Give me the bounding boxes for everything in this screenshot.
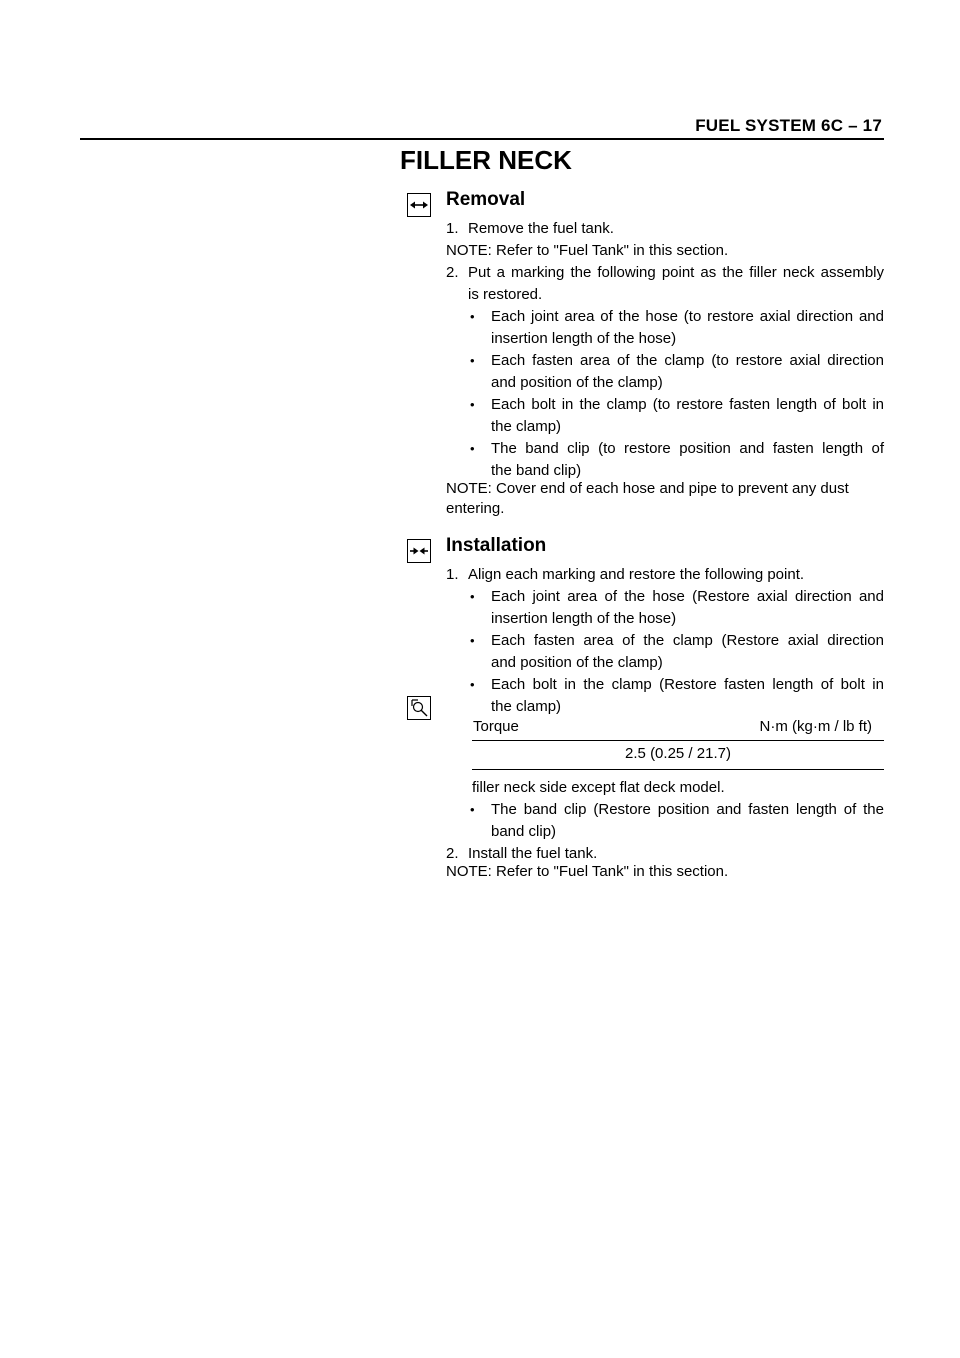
install-bullet4-line1: The band clip (Restore position and fasten length of the: [491, 801, 884, 818]
bullet-marker: •: [470, 309, 475, 324]
install-bullet2-line2: and position of the clamp): [491, 654, 663, 671]
removal-bullet4-line2: the band clip): [491, 462, 582, 479]
removal-title: Removal: [446, 189, 526, 210]
removal-bullet2-line1: Each fasten area of the clamp (to restore axial direction: [491, 352, 884, 369]
header-text: FUEL SYSTEM 6C – 17: [695, 116, 882, 135]
bullet-marker: •: [470, 633, 475, 648]
install-bullet3-line1: Each bolt in the clamp (Restore fasten length of bolt in: [491, 676, 884, 693]
remove-arrows-icon: [407, 193, 431, 217]
installation-title: Installation: [446, 535, 547, 556]
removal-note2-line1: NOTE: Cover end of each hose and pipe to prevent any dust: [446, 480, 849, 497]
bullet-marker: •: [470, 397, 475, 412]
torque-table-top-rule: [472, 740, 884, 741]
removal-step1-number: 1.: [446, 220, 459, 237]
removal-bullet1-line1: Each joint area of the hose (to restore axial direction and: [491, 308, 884, 325]
removal-step2-line2: is restored.: [468, 286, 543, 303]
install-bullet1-line1: Each joint area of the hose (Restore axial direction and: [491, 588, 884, 605]
install-step2-text: Install the fuel tank.: [468, 845, 598, 862]
removal-step1-text: Remove the fuel tank.: [468, 220, 614, 237]
removal-bullet1-line2: insertion length of the hose): [491, 330, 677, 347]
install-bullet3-line2: the clamp): [491, 698, 562, 715]
install-bullet1-line2: insertion length of the hose): [491, 610, 677, 627]
torque-label: Torque: [473, 718, 519, 735]
bullet-marker: •: [470, 677, 475, 692]
install-step1-text: Align each marking and restore the following point.: [468, 566, 805, 583]
torque-value: 2.5 (0.25 / 21.7): [625, 745, 731, 762]
removal-bullet2-line2: and position of the clamp): [491, 374, 663, 391]
install-step1-number: 1.: [446, 566, 459, 583]
bullet-marker: •: [470, 589, 475, 604]
bullet-marker: •: [470, 353, 475, 368]
install-step2-number: 2.: [446, 845, 459, 862]
removal-bullet3-line1: Each bolt in the clamp (to restore fasten length of bolt in: [491, 396, 884, 413]
magnifier-inspect-icon: [407, 696, 431, 720]
install-arrows-icon: [407, 539, 431, 563]
torque-table-bottom-rule: [472, 769, 884, 770]
bullet-marker: •: [470, 441, 475, 456]
torque-unit: N·m (kg·m / lb ft): [759, 718, 872, 735]
install-bullet4-line2: band clip): [491, 823, 557, 840]
removal-step2-number: 2.: [446, 264, 459, 281]
removal-bullet4-line1: The band clip (to restore position and fasten length of: [491, 440, 884, 457]
removal-note1: NOTE: Refer to "Fuel Tank" in this section.: [446, 242, 729, 259]
removal-step2-line1: Put a marking the following point as the filler neck assembly: [468, 264, 884, 281]
install-bullet2-line1: Each fasten area of the clamp (Restore axial direction: [491, 632, 884, 649]
page-title: FILLER NECK: [400, 145, 572, 175]
removal-note2-line2: entering.: [446, 500, 505, 517]
removal-bullet3-line2: the clamp): [491, 418, 562, 435]
install-after-table-text: filler neck side except flat deck model.: [472, 779, 725, 796]
install-note: NOTE: Refer to "Fuel Tank" in this section.: [446, 863, 729, 880]
page-header: [80, 116, 884, 140]
bullet-marker: •: [470, 802, 475, 817]
